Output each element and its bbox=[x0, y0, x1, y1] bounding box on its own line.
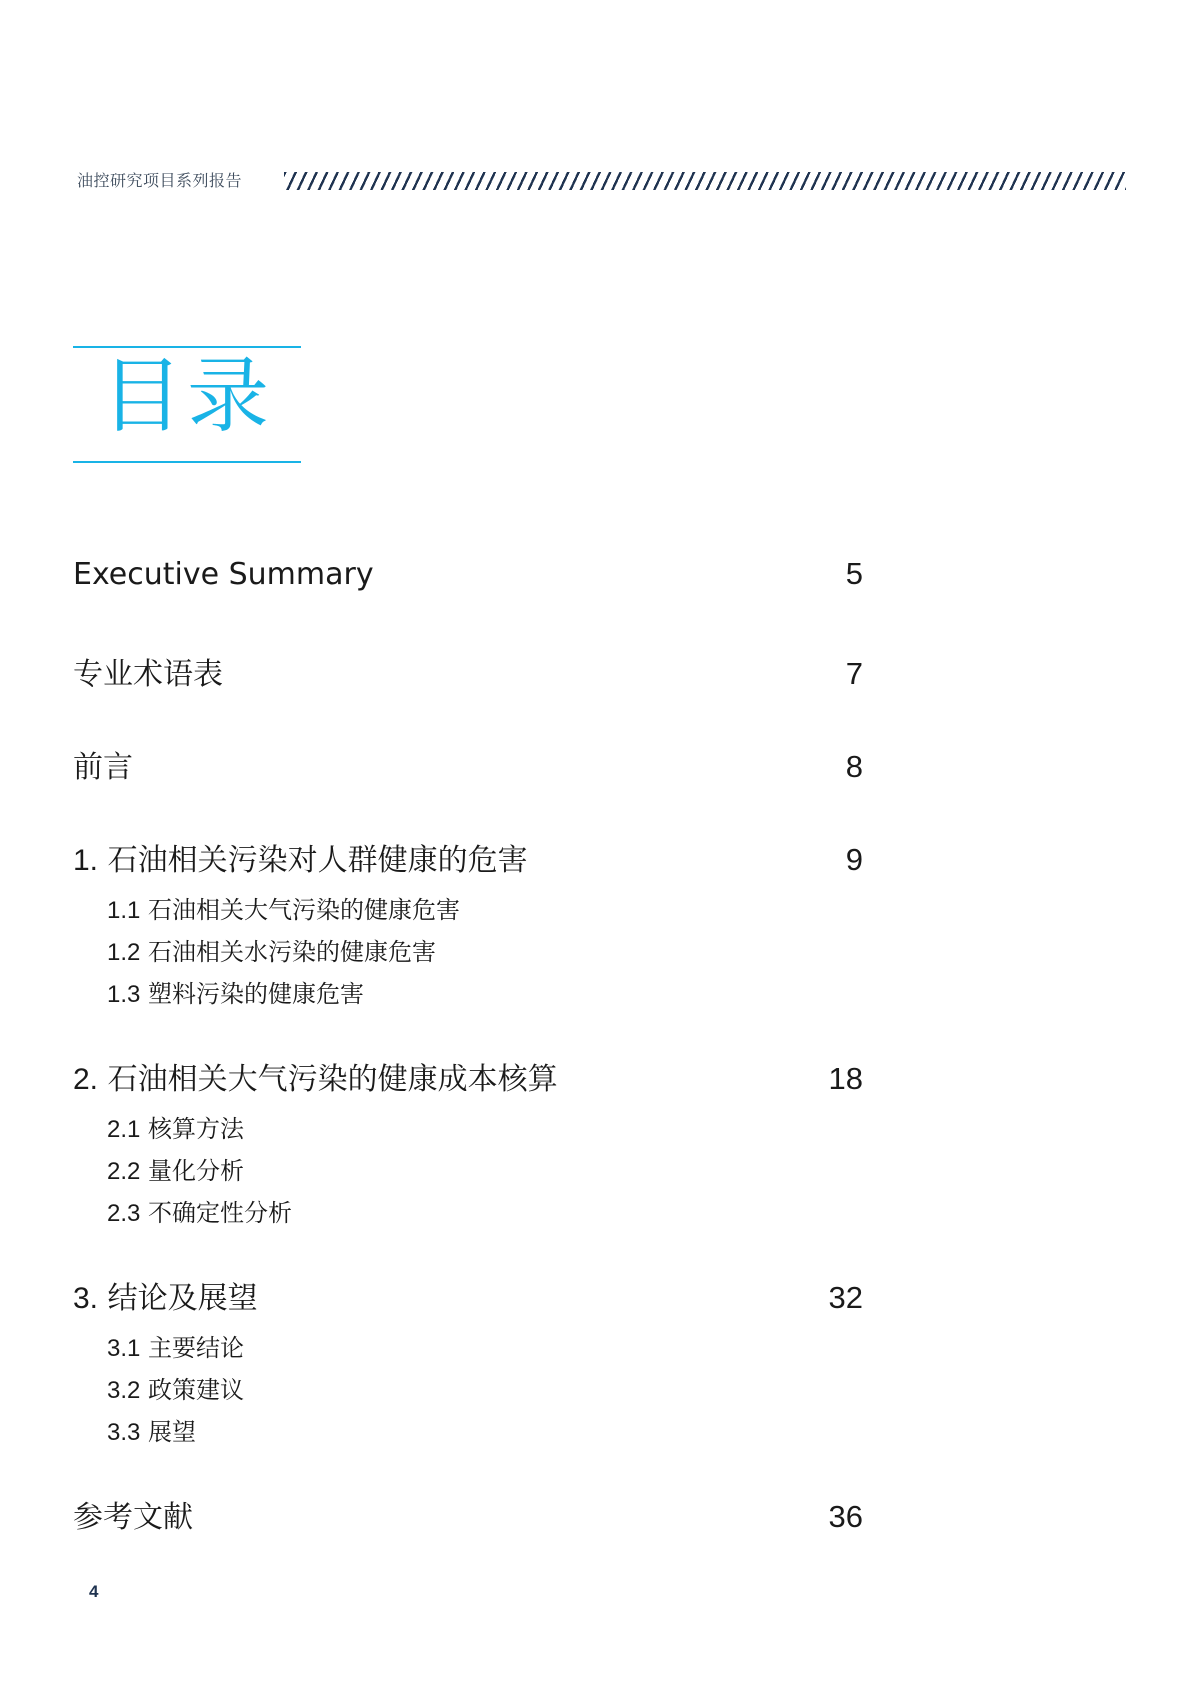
toc-subentry-2-1[interactable] bbox=[107, 1108, 863, 1150]
toc-entry-chapter-2[interactable] bbox=[73, 1054, 863, 1234]
subentry-number: 2.2 bbox=[107, 1158, 141, 1185]
subentry-title: 石油相关大气污染的健康危害 bbox=[148, 896, 461, 924]
subentry-number: 2.3 bbox=[107, 1200, 141, 1227]
entry-title: 参考文献 bbox=[73, 1500, 193, 1535]
toc-title: 目录 bbox=[100, 349, 273, 444]
subentry-number: 1.2 bbox=[107, 939, 141, 966]
title-bottom-rule bbox=[73, 461, 301, 463]
entry-page: 32 bbox=[828, 1280, 863, 1315]
subentry-number: 3.3 bbox=[107, 1419, 141, 1446]
entry-page: 9 bbox=[845, 842, 863, 877]
toc-entry-chapter-1[interactable] bbox=[73, 835, 863, 1015]
report-series-label: 油控研究项目系列报告 bbox=[77, 171, 243, 190]
entry-page: 36 bbox=[828, 1499, 863, 1534]
entry-title: 前言 bbox=[73, 750, 133, 785]
subentry-title: 不确定性分析 bbox=[148, 1199, 293, 1227]
subentry-number: 1.1 bbox=[107, 897, 141, 924]
toc-entry-glossary[interactable] bbox=[73, 649, 863, 693]
subentry-title: 量化分析 bbox=[148, 1157, 245, 1185]
subentry-title: 核算方法 bbox=[148, 1115, 245, 1143]
subentry-number: 1.3 bbox=[107, 981, 141, 1008]
entry-title: 专业术语表 bbox=[73, 657, 223, 692]
toc-subentry-3-2[interactable] bbox=[107, 1369, 863, 1411]
subentry-title: 石油相关水污染的健康危害 bbox=[148, 938, 437, 966]
toc-subentry-1-3[interactable] bbox=[107, 973, 863, 1015]
entry-title bbox=[73, 835, 528, 879]
entry-number: 3. bbox=[73, 1282, 99, 1315]
entry-title: Executive Summary bbox=[73, 557, 374, 592]
entry-number: 1. bbox=[73, 844, 99, 877]
subentry-number: 3.1 bbox=[107, 1335, 141, 1362]
page-number: 4 bbox=[89, 1582, 99, 1601]
subentry-number: 2.1 bbox=[107, 1116, 141, 1143]
toc-entry-chapter-3[interactable] bbox=[73, 1273, 863, 1453]
toc-subentry-2-2[interactable] bbox=[107, 1150, 863, 1192]
toc-subentry-3-1[interactable] bbox=[107, 1327, 863, 1369]
entry-title bbox=[73, 1273, 258, 1317]
toc-entry-preface[interactable] bbox=[73, 742, 863, 786]
toc-subentry-3-3[interactable] bbox=[107, 1411, 863, 1453]
entry-title-text: 结论及展望 bbox=[107, 1281, 258, 1316]
subentry-title: 塑料污染的健康危害 bbox=[148, 980, 365, 1008]
entry-page: 8 bbox=[845, 749, 863, 784]
entry-title-text: 石油相关污染对人群健康的危害 bbox=[107, 843, 528, 878]
toc-entry-executive-summary[interactable] bbox=[73, 556, 863, 592]
toc-entry-references[interactable] bbox=[73, 1492, 863, 1536]
hatch-decoration bbox=[284, 172, 1126, 190]
subentry-title: 政策建议 bbox=[148, 1376, 245, 1404]
subentry-title: 主要结论 bbox=[148, 1334, 245, 1362]
subentry-title: 展望 bbox=[148, 1418, 197, 1446]
entry-title bbox=[73, 1054, 558, 1098]
entry-page: 18 bbox=[828, 1061, 863, 1096]
toc-subentry-1-1[interactable] bbox=[107, 889, 863, 931]
title-top-rule bbox=[73, 346, 301, 348]
entry-title-text: 石油相关大气污染的健康成本核算 bbox=[107, 1062, 558, 1097]
entry-number: 2. bbox=[73, 1063, 99, 1096]
entry-page: 7 bbox=[845, 656, 863, 691]
entry-page: 5 bbox=[845, 556, 863, 591]
toc-subentry-2-3[interactable] bbox=[107, 1192, 863, 1234]
toc-subentry-1-2[interactable] bbox=[107, 931, 863, 973]
subentry-number: 3.2 bbox=[107, 1377, 141, 1404]
